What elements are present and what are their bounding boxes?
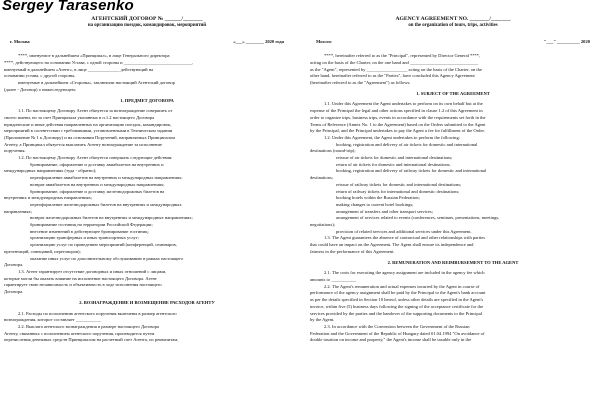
- ru-s1-line: презентаций, совещаний, переговоров);: [4, 248, 81, 254]
- en-s2-line: invoice, within five (5) business days following the signing of the acceptance certificate for the: [310, 303, 484, 309]
- en-intro: [310, 53, 596, 86]
- ru-s1-line: 1.1. По настоящему Договору Агент обязуется за вознаграждение совершить от: [18, 108, 173, 114]
- en-s1-line: return of railway tickets for international and domestic destinations;: [336, 188, 460, 194]
- en-title: AGENCY AGREEMENT NO. _______/_______: [395, 16, 511, 22]
- en-intro-line: ****, hereinafter referred to as the "Principal", represented by Director General ****,: [324, 53, 481, 59]
- en-s1-line: making changes to current hotel bookings;: [336, 201, 414, 207]
- en-date: "___" __________ 2020: [544, 39, 590, 44]
- ru-s2-line: Агенту, связанных с исполнением агентского поручения, производится путем: [4, 330, 155, 336]
- ru-s1-line: оказание иных услуг по дополнительному обслуживанию в рамках настоящего: [30, 255, 184, 261]
- en-section-1: [310, 101, 596, 255]
- en-s1-line: arrangement of transfers and other transport services;: [336, 208, 433, 214]
- en-s1-line: by the Principal, and the Principal undertakes to pay the Agent a fee for fulfillment of the Order.: [310, 128, 485, 134]
- en-s1-line: that could have an impact on the Agreement. The Agent shall ensure its independence and: [310, 242, 474, 248]
- ru-s1-line: 1.2. По настоящему Договору Агент обязуется совершать следующие действия:: [18, 155, 173, 161]
- ru-s1-line: направлениях;: [4, 208, 32, 214]
- author-watermark: Sergey Tarasenko: [2, 0, 134, 14]
- ru-s1-line: переоформление авиабилетов на внутренних и международных направлениях;: [30, 175, 183, 181]
- en-subtitle: on the organization of tours, trips, activities: [408, 23, 498, 28]
- ru-s1-line: международных направлениях (туда - обратно);: [4, 168, 97, 174]
- ru-s1-line: возврат железнодорожных билетов на внутренних и международных направлениях;: [30, 215, 193, 221]
- ru-s1-line: бронирование гостиниц на территории Российской Федерации;: [30, 222, 153, 228]
- en-s2-line: 2.1. The costs for executing the agency assignment are included in the agency fee which: [324, 270, 485, 276]
- ru-section-2-title: 2. ВОЗНАГРАЖДЕНИЕ И ВОЗМЕЩЕНИЕ РАСХОДОВ АГЕНТУ: [79, 300, 215, 306]
- en-s2-line: services provided by the parties and the handover of the supporting documents to the Principal: [310, 310, 482, 316]
- en-s1-line: expense of the Principal the legal and other actions specified in clause 1.2 of this Agreement in: [310, 108, 483, 114]
- en-s1-line: Terms of Reference (Annex No. 1 to the Agreement) based on the Orders submitted to the Agent: [310, 121, 486, 127]
- ru-intro-line: основании устава, с другой стороны,: [4, 73, 76, 79]
- en-s1-line: fairness in the performance of this Agreement.: [310, 248, 395, 254]
- ru-intro-line: ****, действующего на основании Устава, с одной стороны и ______________________________,: [4, 59, 194, 65]
- ru-title: АГЕНТСКИЙ ДОГОВОР № ______/_______: [91, 16, 203, 22]
- ru-s2-line: перечисления денежных средств Принципалом на расчетный счет Агента, по реквизитам,: [4, 337, 179, 343]
- en-s2-line: performance of the agency assignment shall be paid by the Principal to the Agent's bank account: [310, 290, 486, 296]
- en-s2-line: 2.2. The Agent's remuneration and actual expenses incurred by the Agent in course of: [324, 283, 480, 289]
- ru-s1-line: Договора.: [4, 262, 24, 268]
- ru-s2-line: 2.2. Выплата агентского вознаграждения в размере настоящего Договора: [18, 323, 160, 329]
- en-s1-line: booking hotels within the Russian Federation;: [336, 195, 420, 201]
- en-s2-line: Federation and the Government of the Republic of Hungary dated 01.04.1994 "On avoidance of: [310, 330, 485, 336]
- ru-s1-line: организацию трансферных и иных транспортных услуг;: [30, 235, 139, 241]
- ru-section-1: [4, 108, 290, 295]
- en-s1-line: provision of related services and additional services under this Agreement.: [336, 228, 472, 234]
- ru-s1-line: возврат авиабилетов на внутренних и международных направлениях;: [30, 181, 165, 187]
- en-s1-line: 1.1. Under this Agreement the Agent undertakes to perform on its own behalf but at the: [324, 101, 483, 107]
- ru-s1-line: 1.3. Агент гарантирует отсутствие договорных и иных отношений с лицами,: [18, 269, 167, 274]
- en-s1-line: order to organize trips, business trips, events in accordance with the requirements set forth in the: [310, 114, 486, 120]
- ru-intro-line: (далее - Договор) о нижеследующем:: [4, 86, 77, 92]
- en-city: Moscow: [316, 39, 332, 44]
- en-intro-line: as the "Agent", represented by __________________ acting on the basis of the Charter, on the: [310, 66, 482, 72]
- ru-s1-line: Агенту, а Принципал обязуется выплатить Агенту вознаграждение за исполнение: [4, 141, 162, 147]
- ru-s1-line: своего имени, но за счет Принципала указанных в п.1.2 настоящего Договора: [4, 114, 155, 120]
- en-s1-line: reissue of air tickets for domestic and international destinations;: [336, 155, 453, 161]
- ru-s1-line: внутренних и международных направлениях;: [4, 195, 93, 201]
- ru-section-2: [4, 311, 290, 344]
- en-intro-line: other hand, hereinafter referred to as the "Parties", have concluded this Agency Agreement: [310, 73, 475, 79]
- english-column: [310, 14, 596, 400]
- ru-s1-line: Договора.: [4, 289, 24, 295]
- ru-s1-line: переоформление железнодорожных билетов на внутренних и международных: [30, 201, 182, 207]
- ru-intro: [4, 53, 290, 93]
- ru-s1-line: которые могли бы оказать влияние на исполнение настоящего Договора. Агент: [4, 275, 157, 281]
- en-intro-line: (hereinafter referred to as the "Agreement") as follows:: [310, 80, 411, 86]
- ru-intro-line: именуемые в дальнейшем «Стороны», заключили настоящий Агентский договор: [18, 80, 175, 86]
- en-intro-line: acting on the basis of the Charter, on the one hand and ______________________________: [310, 59, 479, 65]
- ru-s1-line: организацию услуг по проведению мероприятий (конференций, семинаров,: [30, 242, 177, 248]
- ru-city: г. Москва: [10, 39, 30, 44]
- ru-s1-line: поручения.: [4, 148, 26, 154]
- ru-date: «___» ________ 2020 года: [233, 39, 284, 44]
- ru-s1-line: (Приложение № 1 к Договору) и на основании Поручений, направляемых Принципалом: [4, 134, 175, 140]
- en-s2-line: 2.3. In accordance with the Convention between the Government of the Russian: [324, 323, 470, 329]
- ru-s1-line: бронирование, оформление и доставку авиабилетов на внутренних и: [30, 161, 164, 167]
- en-s2-line: as per the details specified in Section 10 hereof, unless other details are specified in the Agent's: [310, 297, 484, 303]
- en-s1-line: destinations;: [310, 175, 333, 181]
- ru-s1-line: мероприятий в соответствии с требованиями, установленными в Техническом задании: [4, 128, 173, 134]
- en-s1-line: reissue of railway tickets for domestic and international destinations;: [336, 181, 462, 187]
- ru-s2-line: вознаграждения, которое составляет ___________: [4, 317, 101, 323]
- en-s1-line: 1.3. The Agent guarantees the absence of contractual and other relationships with parties: [324, 235, 486, 241]
- russian-column: [4, 14, 290, 400]
- ru-s1-line: внесение изменений в действующее бронирование гостиниц;: [30, 228, 149, 234]
- en-section-1-title: 1. SUBJECT OF THE AGREEMENT: [416, 91, 490, 97]
- en-s1-line: destinations (round-trip);: [310, 148, 356, 154]
- en-s1-line: negotiations);: [310, 222, 336, 228]
- en-s1-line: 1.2. Under this Agreement, the Agent undertakes to perform the following:: [324, 134, 460, 140]
- ru-place-date: [10, 39, 284, 45]
- en-s1-line: booking, registration and delivery of railway tickets for domestic and international: [336, 168, 487, 174]
- en-section-2: [310, 270, 596, 343]
- ru-s1-line: юридические и иные действия направленных на организацию поездок, командировок,: [4, 121, 172, 127]
- en-s2-line: by the Agent.: [310, 317, 335, 323]
- en-place-date: [316, 39, 590, 45]
- ru-intro-line: ****, именуемое в дальнейшем «Принципал», в лице Генерального директора: [18, 53, 170, 59]
- en-s1-line: return of air tickets for domestic and international destinations;: [336, 161, 451, 167]
- en-s2-line: amounts to ___________: [310, 277, 357, 282]
- en-s1-line: booking, registration and delivery of air tickets for domestic and international: [336, 141, 478, 147]
- ru-s1-line: бронирование, оформление и доставку железнодорожных билетов на: [30, 188, 165, 194]
- ru-section-1-title: 1. ПРЕДМЕТ ДОГОВОРА: [120, 97, 174, 103]
- en-section-2-title: 2. REMUNERATION AND REIMBURSEMENT TO THE AGENT: [387, 260, 519, 266]
- en-s1-line: arrangement of services related to events (conferences, seminars, presentations, meetings,: [336, 215, 500, 221]
- ru-subtitle: на организацию поездок, командировок, мероприятий: [87, 23, 207, 28]
- ru-intro-line: именуемый в дальнейшем «Агент», в лице ______________ действующий на: [4, 66, 154, 72]
- ru-s1-line: гарантирует свою независимость и объективность в ходе исполнения настоящего: [4, 282, 162, 288]
- ru-s2-line: 2.1. Расходы по исполнению агентского поручения включены в размер агентского: [18, 310, 177, 316]
- en-s2-line: double taxation on income and property," the Agent's income shall be taxable only in the: [310, 337, 472, 343]
